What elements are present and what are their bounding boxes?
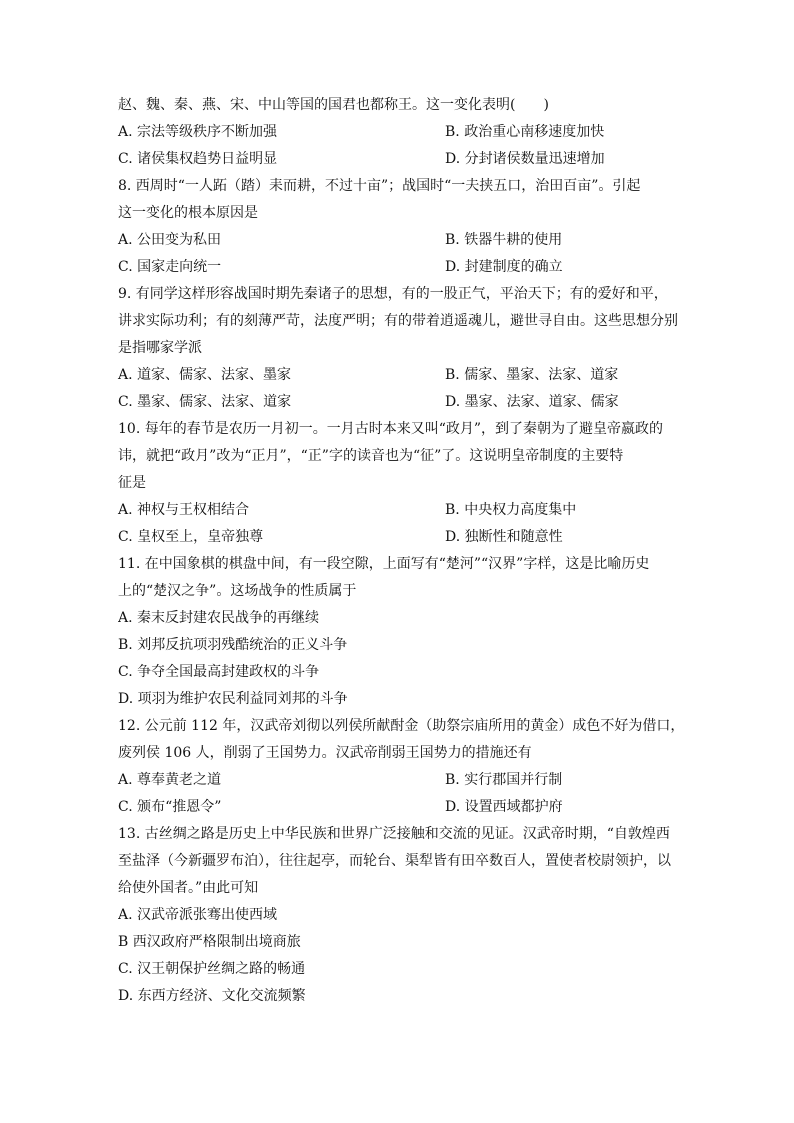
question-13-stem xyxy=(118,821,688,902)
question-9-option-c[interactable]: C. 墨家、儒家、法家、道家 xyxy=(118,394,292,410)
question-8-stem xyxy=(118,173,688,227)
question-12-options-row-1 xyxy=(118,767,688,794)
question-9-option-b[interactable]: B. 儒家、墨家、法家、道家 xyxy=(445,367,619,383)
question-8-option-b[interactable]: B. 铁器牛耕的使用 xyxy=(445,232,563,248)
exam-page xyxy=(118,92,688,1010)
question-11-stem-line: 上的“楚汉之争”。这场战争的性质属于 xyxy=(118,583,357,599)
question-12-option-b[interactable]: B. 实行郡国并行制 xyxy=(445,772,563,788)
question-10-stem xyxy=(118,416,688,497)
question-10-option-a[interactable]: A. 神权与王权相结合 xyxy=(118,502,250,518)
question-13-option-b[interactable]: B 西汉政府严格限制出境商旅 xyxy=(118,934,301,950)
question-12-stem-line: 12. 公元前 112 年，汉武帝刘彻以列侯所献酎金（助祭宗庙所用的黄金）成色不好为借口， xyxy=(118,718,685,734)
question-9-stem xyxy=(118,281,688,362)
question-7-option-a[interactable]: A. 宗法等级秩序不断加强 xyxy=(118,124,278,140)
question-13-option-a[interactable]: A. 汉武帝派张骞出使西域 xyxy=(118,907,278,923)
question-9-stem-line: 9. 有同学这样形容战国时期先秦诸子的思想，有的一股正气，平治天下；有的爱好和平， xyxy=(118,286,668,302)
question-8-option-c[interactable]: C. 国家走向统一 xyxy=(118,259,222,275)
question-13-option-d[interactable]: D. 东西方经济、文化交流频繁 xyxy=(118,988,306,1004)
question-10-option-d[interactable]: D. 独断性和随意性 xyxy=(445,529,563,545)
question-8-stem-line: 8. 西周时“一人跖（踏）耒而耕，不过十亩”；战国时“一夫挟五口，治田百亩”。引起 xyxy=(118,178,641,194)
question-8-option-d[interactable]: D. 封建制度的确立 xyxy=(445,259,563,275)
question-13-option-c[interactable]: C. 汉王朝保护丝绸之路的畅通 xyxy=(118,961,306,977)
question-10-stem-line: 讳，就把“政月”改为“正月”，“正”字的读音也为“征”了。这说明皇帝制度的主要特 xyxy=(118,448,624,464)
question-11-option-a[interactable]: A. 秦末反封建农民战争的再继续 xyxy=(118,610,320,626)
question-7-stem: 赵、魏、秦、燕、宋、中山等国的国君也都称王。这一变化表明( ) xyxy=(118,97,549,113)
question-10-option-b[interactable]: B. 中央权力高度集中 xyxy=(445,502,577,518)
question-9-stem-line: 是指哪家学派 xyxy=(118,340,202,356)
question-10-option-c[interactable]: C. 皇权至上，皇帝独尊 xyxy=(118,529,264,545)
question-12-stem xyxy=(118,713,688,767)
question-13-stem-line: 13. 古丝绸之路是历史上中华民族和世界广泛接触和交流的见证。汉武帝时期，“自敦煌西 xyxy=(118,826,670,842)
question-7-option-c[interactable]: C. 诸侯集权趋势日益明显 xyxy=(118,151,278,167)
question-9-options-row-2 xyxy=(118,389,688,416)
question-7-options-row-2 xyxy=(118,146,688,173)
question-11-option-c[interactable]: C. 争夺全国最高封建政权的斗争 xyxy=(118,664,320,680)
question-9-options-row-1 xyxy=(118,362,688,389)
question-11-option-d[interactable]: D. 项羽为维护农民利益同刘邦的斗争 xyxy=(118,691,348,707)
question-11-stem-line: 11. 在中国象棋的棋盘中间，有一段空隙，上面写有“楚河”“汉界”字样，这是比喻历史 xyxy=(118,556,650,572)
question-12-options-row-2 xyxy=(118,794,688,821)
question-8-stem-line: 这一变化的根本原因是 xyxy=(118,205,258,221)
question-13-stem-line: 给使外国者。”由此可知 xyxy=(118,880,259,896)
question-13-stem-line: 至盐泽（今新疆罗布泊），往往起亭，而轮台、渠犁皆有田卒数百人，置使者校尉领护，以 xyxy=(118,853,671,869)
question-9-stem-line: 讲求实际功利；有的刻薄严苛，法度严明；有的带着逍遥魂儿，避世寻自由。这些思想分别 xyxy=(118,313,678,329)
question-12-option-a[interactable]: A. 尊奉黄老之道 xyxy=(118,772,222,788)
question-11-stem xyxy=(118,551,688,605)
question-10-stem-line: 10. 每年的春节是农历一月初一。一月古时本来又叫“政月”，到了秦朝为了避皇帝嬴政的 xyxy=(118,421,664,437)
question-7-options-row-1 xyxy=(118,119,688,146)
question-9-option-d[interactable]: D. 墨家、法家、道家、儒家 xyxy=(445,394,619,410)
question-12-option-c[interactable]: C. 颁布“推恩令” xyxy=(118,799,222,815)
question-8-option-a[interactable]: A. 公田变为私田 xyxy=(118,232,222,248)
question-11-option-b[interactable]: B. 刘邦反抗项羽残酷统治的正义斗争 xyxy=(118,637,348,653)
question-10-options-row-2 xyxy=(118,524,688,551)
question-10-options-row-1 xyxy=(118,497,688,524)
question-8-options-row-2 xyxy=(118,254,688,281)
question-7-option-d[interactable]: D. 分封诸侯数量迅速增加 xyxy=(445,151,605,167)
question-12-option-d[interactable]: D. 设置西域都护府 xyxy=(445,799,563,815)
question-8-options-row-1 xyxy=(118,227,688,254)
question-7-option-b[interactable]: B. 政治重心南移速度加快 xyxy=(445,124,605,140)
question-10-stem-line: 征是 xyxy=(118,475,146,491)
question-9-option-a[interactable]: A. 道家、儒家、法家、墨家 xyxy=(118,367,292,383)
question-12-stem-line: 废列侯 106 人，削弱了王国势力。汉武帝削弱王国势力的措施还有 xyxy=(118,745,532,761)
